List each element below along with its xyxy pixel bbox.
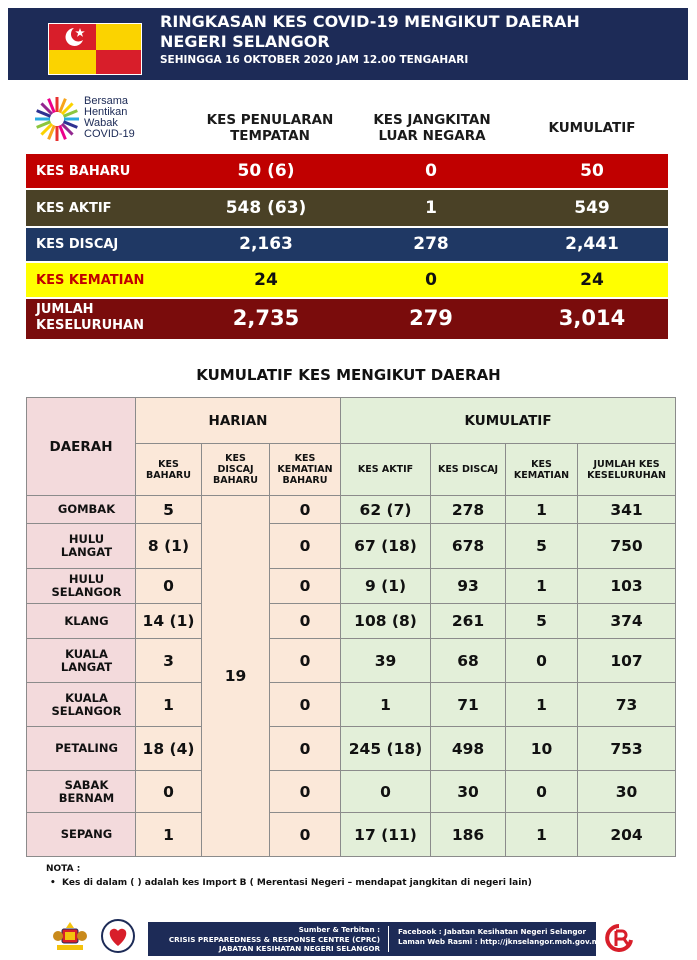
summary-row-kes-baharu (26, 154, 668, 188)
cell-kematian-baharu: 0 (270, 496, 341, 524)
cell-kes-baharu: 8 (1) (136, 524, 202, 569)
cell-kes-aktif: 39 (341, 639, 431, 683)
cell-kes-aktif: 108 (8) (341, 604, 431, 639)
note-body: Kes di dalam ( ) adalah kes Import B ( Merentasi Negeri – mendapat jangkitan di negeri lain) (62, 878, 532, 888)
cell-kes-aktif: 245 (18) (341, 727, 431, 771)
cell-kes-kematian: 10 (506, 727, 578, 771)
summary-row-kes-aktif (26, 190, 668, 226)
cell-kes-discaj: 678 (431, 524, 506, 569)
cell-jumlah: 750 (578, 524, 676, 569)
district-table (26, 397, 676, 857)
value-cumulative: 24 (580, 270, 604, 290)
website-link[interactable]: Laman Web Rasmi : http://jknselangor.moh.gov.my (398, 937, 604, 946)
district-name: KLANG (27, 604, 136, 639)
col-header-jumlah: JUMLAH KES KESELURUHAN (578, 444, 676, 496)
logo-text: Bersama Hentikan Wabak COVID-19 (84, 95, 135, 140)
cell-kes-aktif: 1 (341, 683, 431, 727)
facebook-link[interactable]: Facebook : Jabatan Kesihatan Negeri Selangor (398, 927, 587, 936)
cell-kes-kematian: 1 (506, 496, 578, 524)
section-title: KUMULATIF KES MENGIKUT DAERAH (196, 366, 501, 384)
value-import: 0 (425, 161, 437, 181)
summary-row-jumlah (26, 299, 668, 339)
value-cumulative: 3,014 (558, 306, 626, 330)
cell-kes-kematian: 5 (506, 604, 578, 639)
value-import: 278 (413, 234, 449, 254)
cell-kematian-baharu: 0 (270, 813, 341, 857)
row-label: KES DISCAJ (36, 237, 119, 252)
col-header-kes-baharu: KES BAHARU (136, 444, 202, 496)
cell-jumlah: 107 (578, 639, 676, 683)
note-title: NOTA : (46, 864, 81, 874)
cprc-heart-logo-icon (100, 918, 136, 954)
district-name: GOMBAK (27, 496, 136, 524)
cell-kes-kematian: 0 (506, 639, 578, 683)
district-name: PETALING (27, 727, 136, 771)
cell-jumlah: 753 (578, 727, 676, 771)
table-row (27, 813, 676, 857)
district-name: KUALA LANGAT (27, 639, 136, 683)
district-name: SABAK BERNAM (27, 771, 136, 813)
cell-kematian-baharu: 0 (270, 604, 341, 639)
cell-kes-aktif: 0 (341, 771, 431, 813)
cell-kes-kematian: 5 (506, 524, 578, 569)
district-name: HULU LANGAT (27, 524, 136, 569)
page-title-line1: RINGKASAN KES COVID-19 MENGIKUT DAERAH (160, 12, 580, 31)
col-header-daerah: DAERAH (27, 398, 136, 496)
selangor-flag-icon (48, 23, 142, 75)
footer-divider (388, 926, 389, 952)
col-header-kes-discaj: KES DISCAJ (431, 444, 506, 496)
malaysia-coat-of-arms-icon (52, 920, 88, 954)
cell-kematian-baharu: 0 (270, 639, 341, 683)
cell-kematian-baharu: 0 (270, 524, 341, 569)
col-header-import: KES JANGKITAN LUAR NEGARA (373, 112, 491, 144)
footer-source: Sumber & Terbitan : CRISIS PREPAREDNESS & RESPONSE CENTRE (CPRC) JABATAN KESIHATAN NEGERI SELANGOR (168, 925, 380, 953)
value-local: 2,163 (239, 234, 293, 254)
col-header-local: KES PENULARAN TEMPATAN (206, 112, 334, 144)
footer-bar (148, 922, 604, 956)
cell-kes-discaj: 278 (431, 496, 506, 524)
col-header-kes-kematian: KES KEMATIAN (506, 444, 578, 496)
cell-kes-kematian: 1 (506, 569, 578, 604)
cell-kes-baharu: 14 (1) (136, 604, 202, 639)
cell-kes-discaj: 186 (431, 813, 506, 857)
page-subtitle: SEHINGGA 16 OKTOBER 2020 JAM 12.00 TENGAHARI (160, 54, 469, 66)
cell-jumlah: 341 (578, 496, 676, 524)
cell-kematian-baharu: 0 (270, 771, 341, 813)
cell-kes-baharu: 0 (136, 771, 202, 813)
table-row (27, 569, 676, 604)
cell-kes-aktif: 17 (11) (341, 813, 431, 857)
table-row (27, 639, 676, 683)
row-label: JUMLAH KESELURUHAN (36, 302, 144, 333)
value-import: 1 (425, 198, 437, 218)
district-name: HULU SELANGOR (27, 569, 136, 604)
value-import: 0 (425, 270, 437, 290)
cell-kes-aktif: 9 (1) (341, 569, 431, 604)
summary-row-kes-discaj (26, 228, 668, 261)
table-row (27, 604, 676, 639)
col-header-kes-aktif: KES AKTIF (341, 444, 431, 496)
table-row (27, 524, 676, 569)
row-label: KES KEMATIAN (36, 273, 145, 288)
cell-kes-baharu: 3 (136, 639, 202, 683)
cell-kematian-baharu: 0 (270, 569, 341, 604)
table-row (27, 683, 676, 727)
cell-kes-kematian: 1 (506, 683, 578, 727)
district-name: KUALA SELANGOR (27, 683, 136, 727)
cell-jumlah: 30 (578, 771, 676, 813)
cell-kes-discaj: 93 (431, 569, 506, 604)
cell-kes-aktif: 67 (18) (341, 524, 431, 569)
col-header-kematian-baharu: KES KEMATIAN BAHARU (270, 444, 341, 496)
group-header-harian: HARIAN (136, 398, 341, 444)
cell-kes-kematian: 0 (506, 771, 578, 813)
row-label: KES AKTIF (36, 201, 112, 216)
cell-kes-discaj: 68 (431, 639, 506, 683)
table-row (27, 496, 676, 524)
cell-kes-discaj: 498 (431, 727, 506, 771)
col-header-cumulative: KUMULATIF (548, 120, 636, 136)
cell-kes-baharu: 1 (136, 813, 202, 857)
cell-jumlah: 73 (578, 683, 676, 727)
summary-row-kes-kematian (26, 263, 668, 297)
cell-kes-baharu: 0 (136, 569, 202, 604)
group-header-kumulatif: KUMULATIF (341, 398, 676, 444)
note-text (50, 878, 532, 888)
cell-discaj-baharu-merged: 19 (202, 496, 270, 857)
cprc-logo-icon (602, 922, 636, 954)
district-name: SEPANG (27, 813, 136, 857)
footer-contact (398, 927, 604, 947)
table-row (27, 727, 676, 771)
cell-kes-discaj: 261 (431, 604, 506, 639)
cell-jumlah: 204 (578, 813, 676, 857)
value-local: 548 (63) (225, 198, 307, 218)
value-cumulative: 50 (580, 161, 604, 181)
row-label: KES BAHARU (36, 164, 131, 179)
col-header-discaj-baharu: KES DISCAJ BAHARU (202, 444, 270, 496)
cell-jumlah: 374 (578, 604, 676, 639)
value-local: 2,735 (232, 306, 300, 330)
cell-kes-baharu: 5 (136, 496, 202, 524)
bersama-hentikan-logo (32, 94, 162, 148)
sunburst-icon (32, 94, 82, 144)
cell-kes-discaj: 71 (431, 683, 506, 727)
cell-jumlah: 103 (578, 569, 676, 604)
cell-kes-baharu: 1 (136, 683, 202, 727)
table-row (27, 771, 676, 813)
value-cumulative: 2,441 (565, 234, 619, 254)
value-local: 50 (6) (237, 161, 295, 181)
value-local: 24 (254, 270, 278, 290)
page-title-line2: NEGERI SELANGOR (160, 32, 330, 51)
cell-kes-aktif: 62 (7) (341, 496, 431, 524)
note-bullet: • (50, 878, 56, 888)
cell-kes-kematian: 1 (506, 813, 578, 857)
cell-kes-discaj: 30 (431, 771, 506, 813)
cell-kes-baharu: 18 (4) (136, 727, 202, 771)
cell-kematian-baharu: 0 (270, 727, 341, 771)
cell-kematian-baharu: 0 (270, 683, 341, 727)
value-cumulative: 549 (574, 198, 610, 218)
value-import: 279 (409, 306, 453, 330)
